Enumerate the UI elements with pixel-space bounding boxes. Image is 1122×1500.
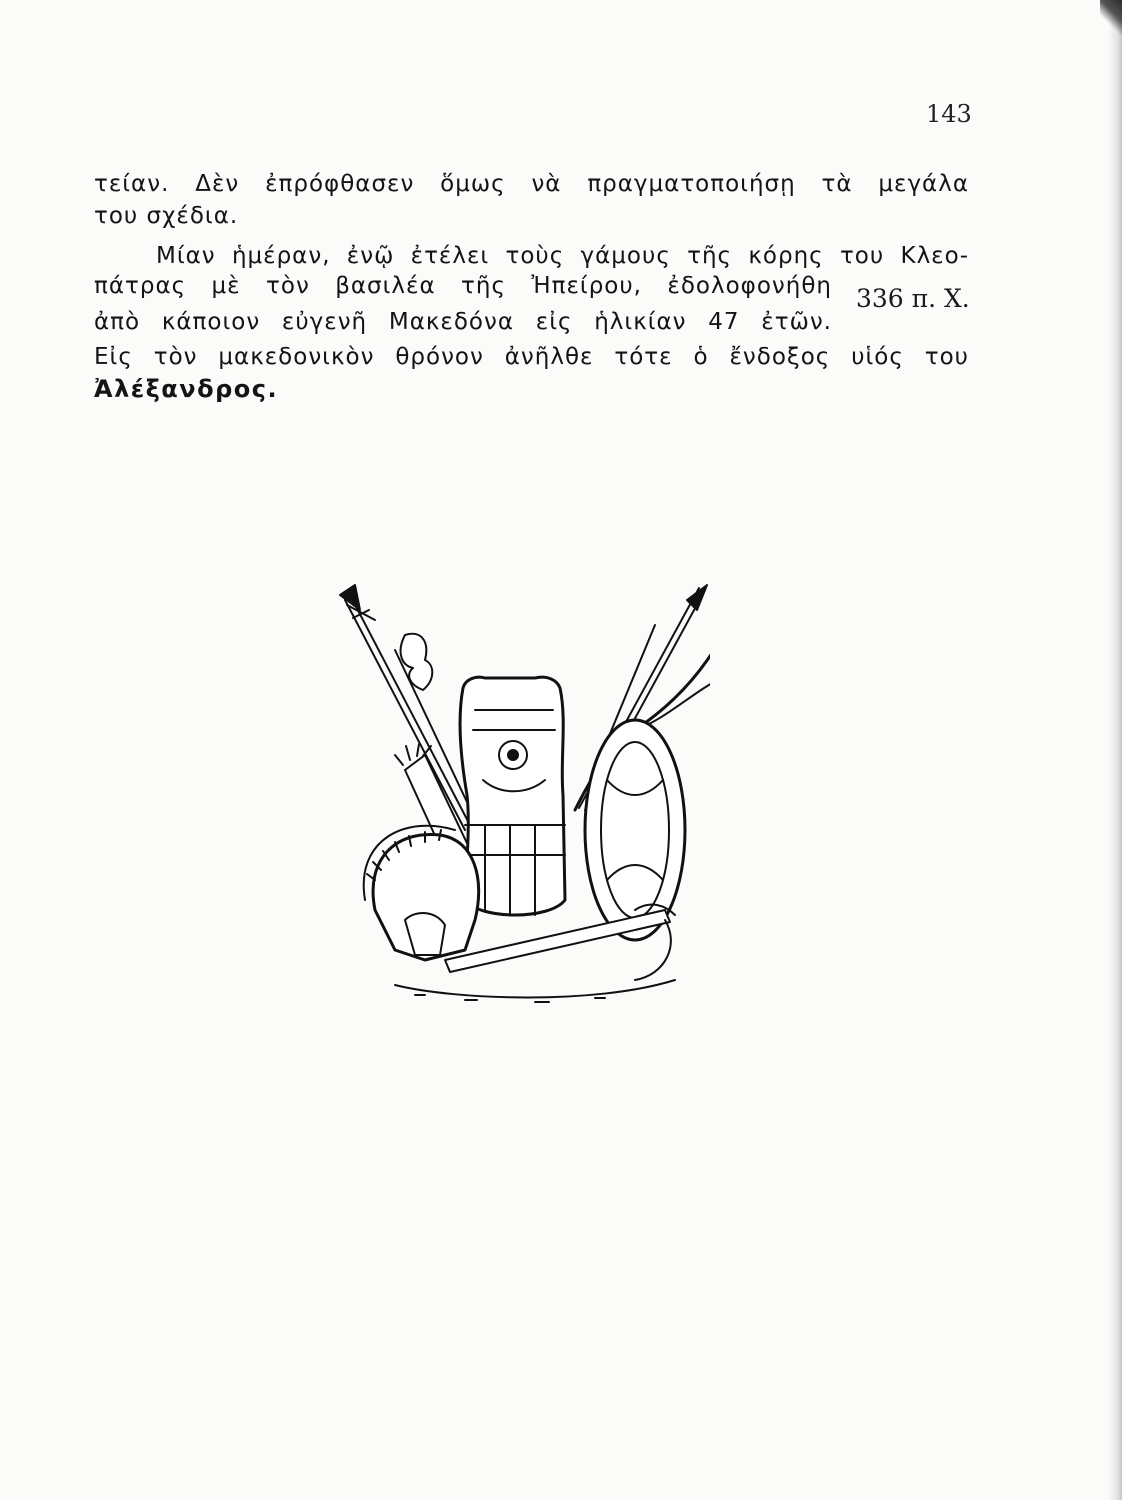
text-line-2: του σχέδια. (94, 203, 239, 229)
page-edge-shadow (1108, 0, 1122, 1500)
alexander-name: Ἀλέξανδρος. (94, 375, 279, 403)
text-line-3: Μίαν ἡμέραν, ἐνῷ ἐτέλει τοὺς γάμους τῆς κόρης του Κλεο- (156, 243, 969, 269)
page-number: 143 (926, 100, 972, 128)
page-corner-fold (1100, 0, 1122, 40)
arms-and-armor-icon (335, 580, 710, 1030)
text-line-6: Εἰς τὸν μακεδονικὸν θρόνον ἀνῆλθε τότε ὁ ἔνδοξος υἱός του (94, 344, 969, 370)
text-line-4: πάτρας μὲ τὸν βασιλέα τῆς Ἠπείρου, ἐδολοφονήθη (94, 273, 832, 299)
text-line-5: ἀπὸ κάποιον εὐγενῆ Μακεδόνα εἰς ἡλικίαν 47 ἐτῶν. (94, 309, 832, 335)
margin-date-note: 336 π. Χ. (856, 284, 970, 313)
text-line-1: τείαν. Δὲν ἐπρόφθασεν ὅμως νὰ πραγματοποιήσῃ τὰ μεγάλα (94, 171, 969, 197)
